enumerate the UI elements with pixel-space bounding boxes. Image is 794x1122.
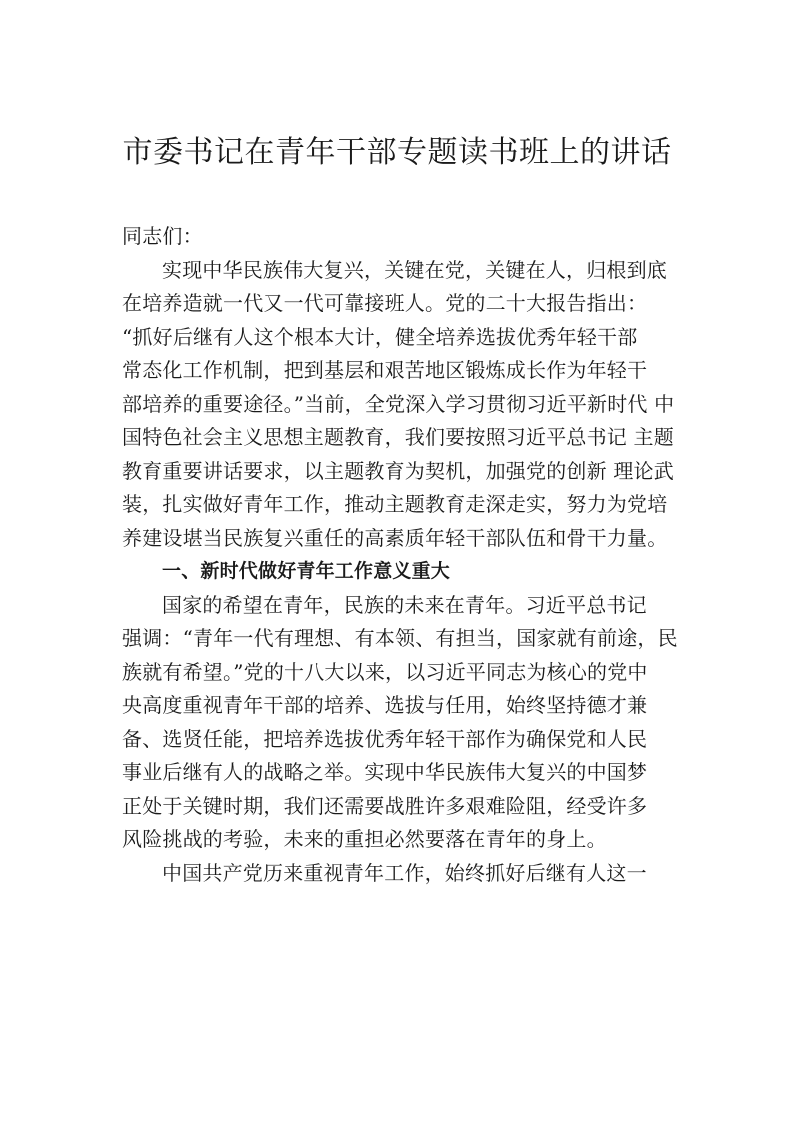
paragraph-line: 风险挑战的考验，未来的重担必然要落在青年的身上。	[122, 827, 607, 851]
paragraph-line: 实现中华民族伟大复兴，关键在党，关键在人，归根到底	[162, 257, 667, 282]
paragraph-line: 在培养造就一代又一代可靠接班人。党的二十大报告指出：	[122, 291, 648, 315]
paragraph-line: 国家的希望在青年，民族的未来在青年。习近平总书记	[162, 592, 647, 617]
paragraph-line: “抓好后继有人这个根本大计，健全培养选拔优秀年轻干部	[122, 324, 638, 349]
salutation: 同志们：	[122, 224, 203, 248]
paragraph-line: 备、选贤任能，把培养选拔优秀年轻干部作为确保党和人民	[122, 726, 648, 751]
paragraph-line: 中国共产党历来重视青年工作，始终抓好后继有人这一	[162, 860, 647, 885]
paragraph-line: 正处于关键时期，我们还需要战胜许多艰难险阻，经受许多	[122, 793, 648, 818]
section-heading: 一、新时代做好青年工作意义重大	[162, 560, 451, 582]
paragraph-line: 教育重要讲话要求，以主题教育为契机，加强党的创新 理论武	[122, 458, 674, 483]
paragraph-line: 部培养的重要途径。”当前，全党深入学习贯彻习近平新时代 中	[122, 391, 675, 416]
document-title: 市委书记在青年干部专题读书班上的讲话	[122, 135, 672, 170]
paragraph-line: 国特色社会主义思想主题教育，我们要按照习近平总书记 主题	[122, 425, 674, 449]
document-body	[122, 220, 722, 890]
paragraph-line: 装，扎实做好青年工作，推动主题教育走深走实，努力为党培	[122, 492, 668, 516]
paragraph-line: 养建设堪当民族复兴重任的高素质年轻干部队伍和骨干力量。	[122, 525, 668, 550]
paragraph-line: 央高度重视青年干部的培养、选拔与任用，始终坚持德才兼	[122, 693, 648, 717]
paragraph-line: 族就有希望。”党的十八大以来，以习近平同志为核心的党中	[122, 659, 648, 684]
paragraph-line: 常态化工作机制，把到基层和艰苦地区锻炼成长作为年轻干	[122, 358, 648, 382]
paragraph-line: 事业后继有人的战略之举。实现中华民族伟大复兴的中国梦	[122, 760, 648, 784]
paragraph-line: 强调：“青年一代有理想、有本领、有担当，国家就有前途，民	[122, 626, 678, 650]
